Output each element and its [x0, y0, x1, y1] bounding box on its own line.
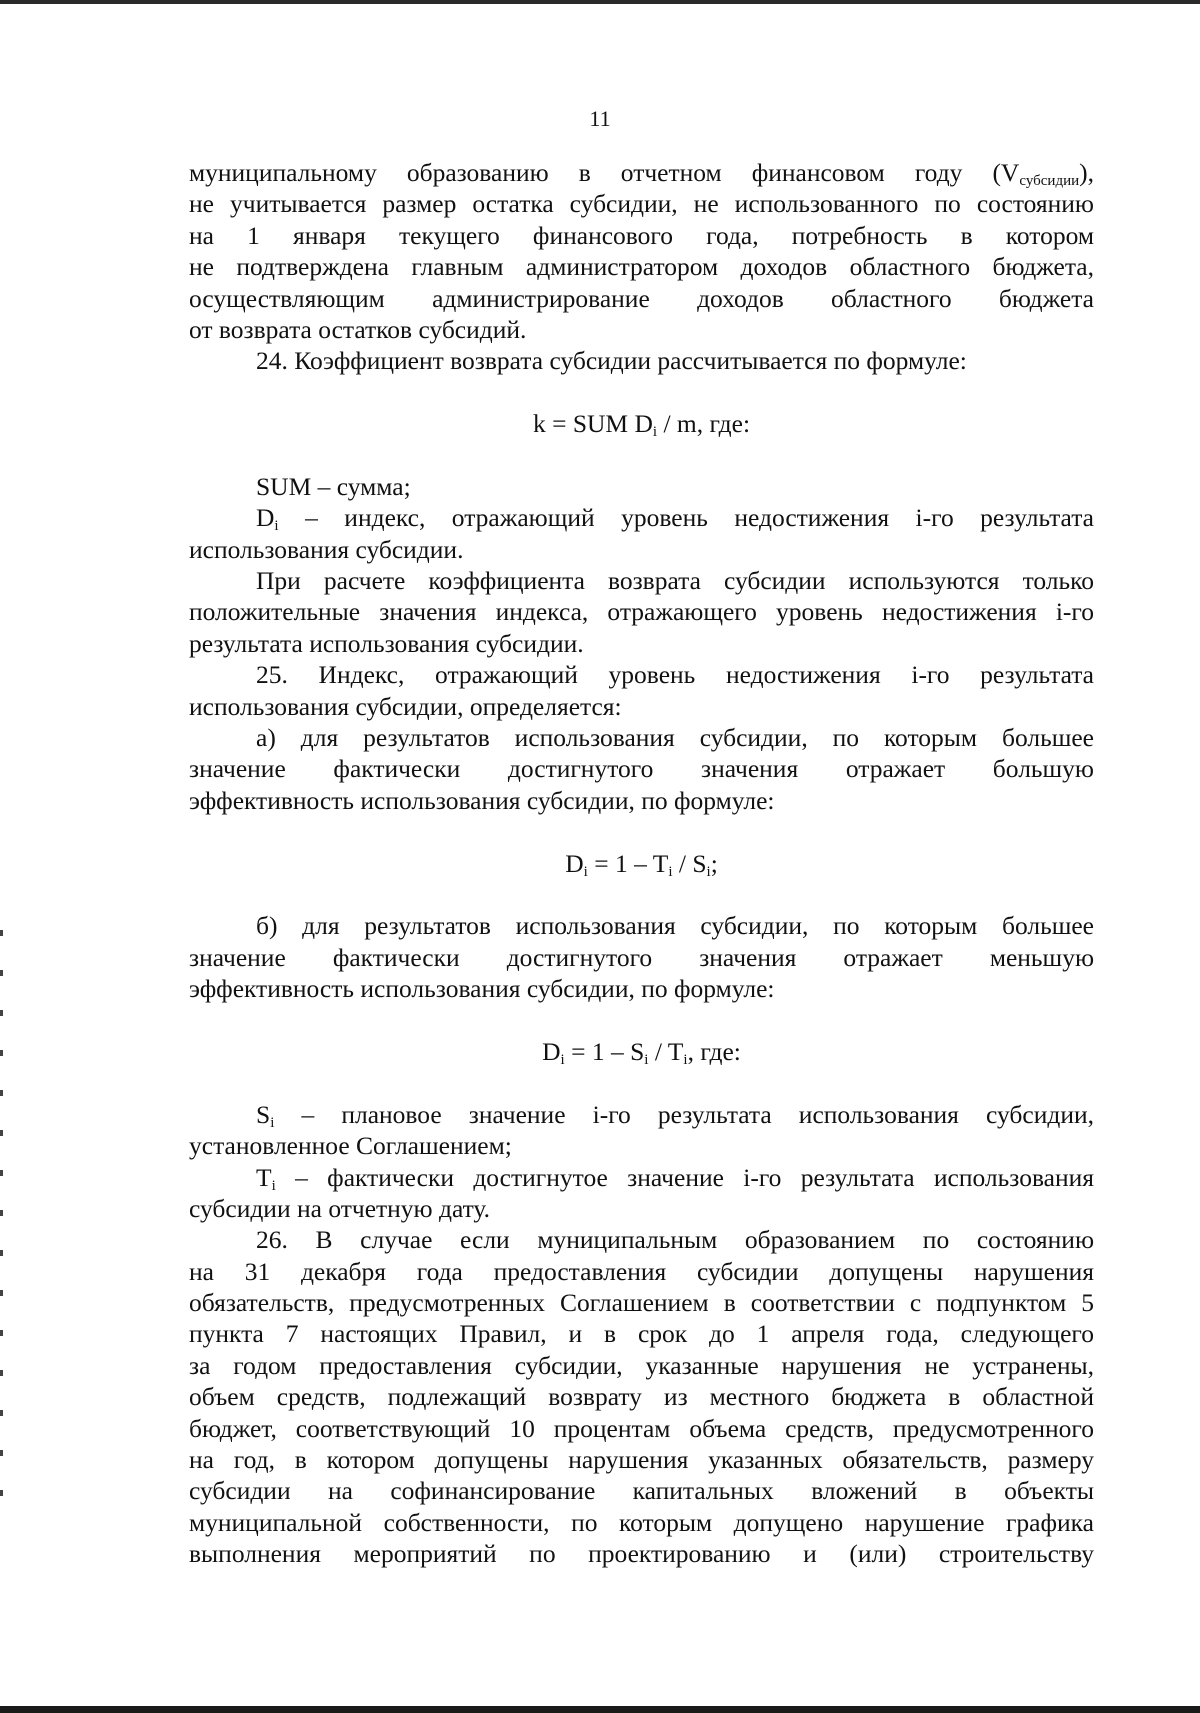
- subscript: i: [644, 1051, 649, 1068]
- subscript: i: [560, 1051, 565, 1068]
- text-line: от возврата остатков субсидий.: [189, 314, 527, 344]
- text-span: D: [565, 848, 584, 878]
- text-line: положительные значения индекса, отражающего уровень недостижения i-го: [189, 597, 1094, 627]
- document-body: [189, 157, 1094, 1570]
- text-span: k = SUM D: [532, 409, 653, 439]
- page-number: 11: [589, 106, 611, 131]
- text-line: не подтверждена главным администратором доходов областного бюджета,: [189, 252, 1094, 282]
- definition-ti: [189, 1162, 1094, 1193]
- text-span: / T: [648, 1036, 684, 1066]
- text-span: D: [256, 503, 275, 533]
- scan-edge-bottom: [0, 1706, 1200, 1713]
- spacer: [189, 1067, 1094, 1098]
- text-line: на 1 января текущего финансового года, потребность в котором: [189, 220, 1094, 250]
- text-span: муниципальному образованию в отчетном финансовом году (V: [189, 158, 1020, 187]
- text-line: не учитывается размер остатка субсидии, не использованного по состоянию: [189, 189, 1094, 219]
- text-span: D: [542, 1036, 561, 1066]
- text-line: на 31 декабря года предоставления субсидии допущены нарушения: [189, 1256, 1094, 1286]
- item-b: б) для результатов использования субсидии, по которым большее: [256, 911, 1094, 941]
- text-line: субсидии на софинансирование капитальных вложений в объекты: [189, 1476, 1094, 1506]
- scan-edge-left: [0, 930, 3, 1530]
- text-span: / m, где:: [657, 409, 751, 439]
- text-span: ),: [1079, 158, 1094, 187]
- text-line: пункта 7 настоящих Правил, и в срок до 1 апреля года, следующего: [189, 1319, 1094, 1349]
- text-span: – индекс, отражающий уровень недостижения i-го результата: [278, 503, 1094, 533]
- definition-sum: SUM – сумма;: [256, 471, 411, 501]
- text-span: = 1 – T: [587, 848, 669, 878]
- text-line: бюджет, соответствующий 10 процентам объема средств, предусмотренного: [189, 1413, 1094, 1443]
- text-line: эффективность использования субсидии, по формуле:: [189, 974, 775, 1004]
- text-span: – фактически достигнутое значение i-го результата использования: [275, 1162, 1094, 1192]
- text-line: установленное Соглашением;: [189, 1131, 512, 1161]
- text-line: результата использования субсидии.: [189, 628, 584, 658]
- text-line: объем средств, подлежащий возврату из местного бюджета в областной: [189, 1382, 1094, 1412]
- subscript: i: [270, 1114, 275, 1131]
- spacer: [189, 440, 1094, 471]
- text-span: T: [256, 1162, 272, 1192]
- subscript: i: [683, 1051, 688, 1068]
- formula-di-b: [189, 1036, 1094, 1067]
- text-span: ;: [710, 848, 718, 878]
- subscript: i: [274, 518, 279, 534]
- text-line: использования субсидии, определяется:: [189, 691, 622, 721]
- subscript: i: [583, 863, 588, 880]
- paragraph-26: 26. В случае если муниципальным образованием по состоянию: [256, 1225, 1094, 1255]
- text-line: осуществляющим администрирование доходов областного бюджета: [189, 283, 1094, 313]
- text-span: S: [256, 1099, 271, 1129]
- text-line: субсидии на отчетную дату.: [189, 1193, 490, 1223]
- formula-k: [189, 408, 1094, 439]
- paragraph-24: 24. Коэффициент возврата субсидии рассчитывается по формуле:: [256, 346, 967, 376]
- text-line: эффективность использования субсидии, по формуле:: [189, 785, 775, 815]
- text-span: , где:: [687, 1036, 741, 1066]
- text-line: муниципальной собственности, по которым допущено нарушение графика: [189, 1507, 1094, 1537]
- definition-di: [189, 502, 1094, 533]
- text-span: = 1 – S: [564, 1036, 645, 1066]
- subscript: i: [271, 1177, 276, 1193]
- text-line: обязательств, предусмотренных Соглашением в соответствии с подпунктом 5: [189, 1288, 1094, 1318]
- scan-edge-top: [0, 0, 1200, 4]
- subscript: i: [668, 863, 673, 880]
- subscript: i: [652, 424, 658, 441]
- text-line: использования субсидии.: [189, 534, 464, 564]
- spacer: [189, 377, 1094, 408]
- text-line: При расчете коэффициента возврата субсидии используются только: [256, 566, 1094, 596]
- text-line: за годом предоставления субсидии, указанные нарушения не устранены,: [189, 1350, 1094, 1380]
- item-a: а) для результатов использования субсидии, по которым большее: [256, 723, 1094, 753]
- subscript: субсидии: [1019, 173, 1080, 189]
- text-line: [189, 157, 1094, 188]
- spacer: [189, 816, 1094, 847]
- text-line: значение фактически достигнутого значения отражает большую: [189, 754, 1094, 784]
- formula-di-a: [189, 848, 1094, 879]
- spacer: [189, 1005, 1094, 1036]
- subscript: i: [706, 863, 711, 880]
- text-span: – плановое значение i-го результата использования субсидии,: [274, 1099, 1094, 1129]
- definition-si: [189, 1099, 1094, 1130]
- text-line: на год, в котором допущены нарушения указанных обязательств, размеру: [189, 1445, 1094, 1475]
- text-span: / S: [672, 848, 707, 878]
- text-line: значение фактически достигнутого значения отражает меньшую: [189, 942, 1094, 972]
- spacer: [189, 879, 1094, 910]
- text-line: выполнения мероприятий по проектированию и (или) строительству: [189, 1539, 1094, 1569]
- paragraph-25: 25. Индекс, отражающий уровень недостижения i-го результата: [256, 660, 1094, 690]
